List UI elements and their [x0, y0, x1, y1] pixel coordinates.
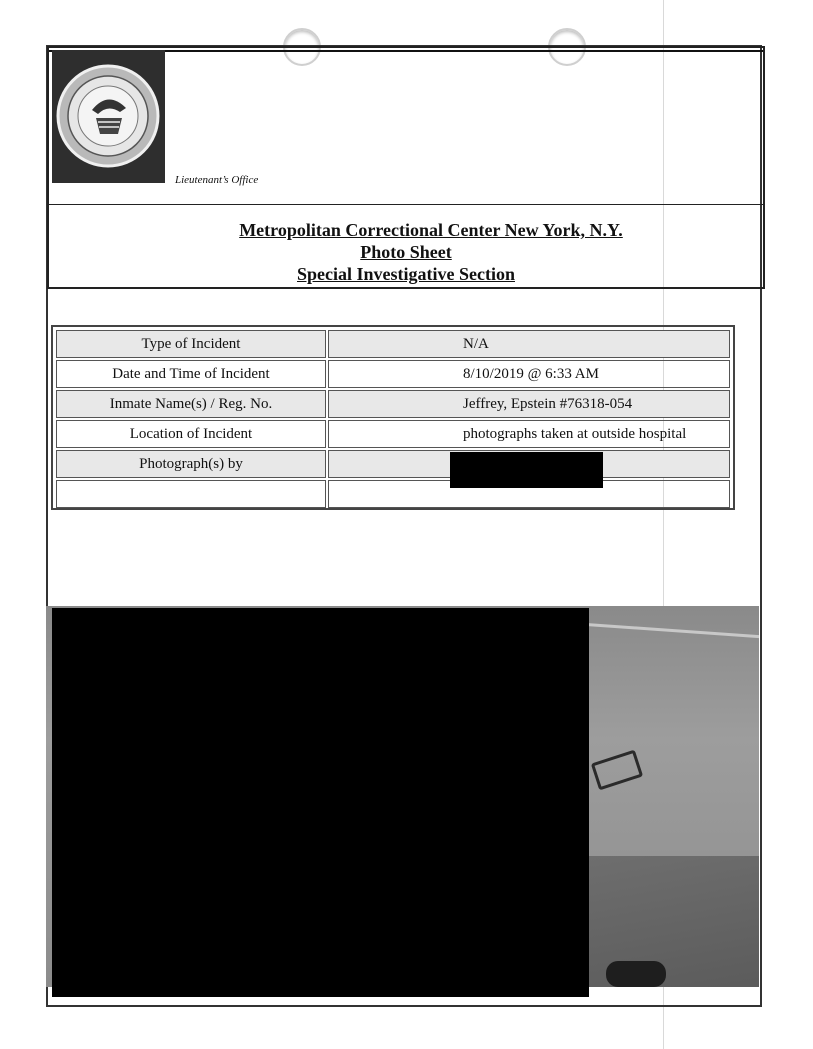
table-label: Photograph(s) by [56, 450, 326, 478]
table-label: Inmate Name(s) / Reg. No. [56, 390, 326, 418]
doj-bop-seal-logo [52, 50, 165, 183]
table-row [55, 329, 731, 359]
table-row [55, 389, 731, 419]
table-row [55, 479, 731, 509]
table-value: 8/10/2019 @ 6:33 AM [328, 360, 730, 388]
table-label: Type of Incident [56, 330, 326, 358]
incident-table [51, 325, 735, 510]
header-divider [49, 204, 763, 205]
table-label: Location of Incident [56, 420, 326, 448]
photo-object [591, 750, 643, 791]
photo-redaction-block [52, 608, 589, 997]
title-block [47, 219, 765, 285]
facility-title: Metropolitan Correctional Center New York, N.Y. [239, 220, 623, 240]
section-title: Special Investigative Section [297, 264, 515, 284]
office-label: Lieutenant’s Office [175, 174, 259, 186]
redaction-block [450, 452, 603, 488]
table-value: Jeffrey, Epstein #76318-054 [328, 390, 730, 418]
table-label [56, 480, 326, 508]
table-row [55, 359, 731, 389]
table-value: photographs taken at outside hospital [328, 420, 730, 448]
table-row [55, 449, 731, 479]
table-value: N/A [328, 330, 730, 358]
photo-wall-edge [586, 623, 759, 640]
table-label: Date and Time of Incident [56, 360, 326, 388]
photo-wheel [606, 961, 666, 987]
table-row [55, 419, 731, 449]
sheet-title: Photo Sheet [360, 242, 452, 262]
